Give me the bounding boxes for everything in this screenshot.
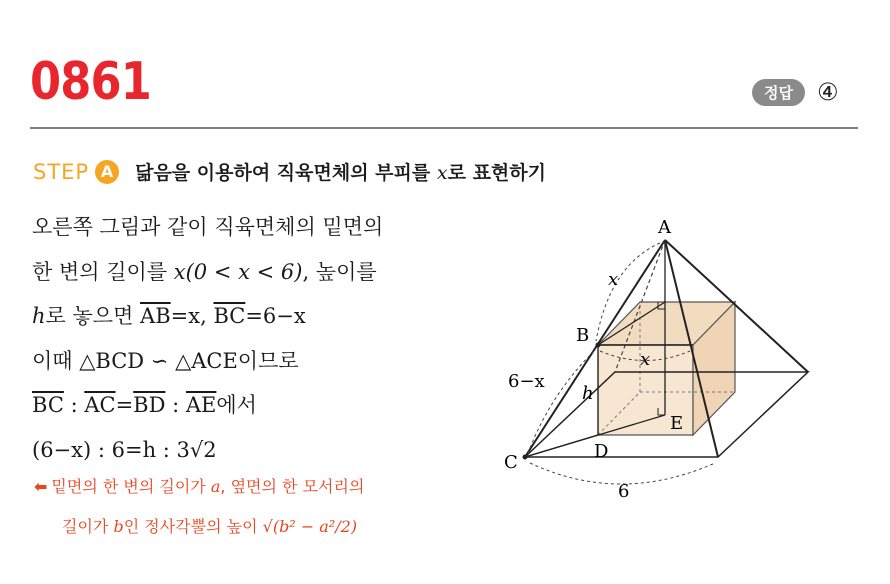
solution-line-5: $\overline{BC}$ : $\overline{AC}=\overline{BD}$ : $\overline{AE}$에서 (32, 393, 257, 417)
step-label: STEP (33, 159, 90, 184)
divider (30, 127, 858, 129)
label-x-cube: x (640, 349, 651, 370)
hint-note-line-2: 길이가 b인 정사각뿔의 높이 √(b² − a²/2) (62, 517, 358, 536)
step-header (33, 158, 546, 185)
problem-number: 0861 (30, 52, 152, 112)
answer-badge: 정답 (752, 79, 805, 106)
pyramid-cuboid-figure (490, 205, 820, 509)
label-h: h (582, 383, 594, 404)
label-D: D (594, 441, 609, 462)
solution-text (32, 205, 383, 472)
solution-line-4: 이때 △BCD ∽ △ACE이므로 (32, 348, 299, 373)
step-title: 닮음을 이용하여 직육면체의 부피를 x로 표현하기 (135, 162, 546, 184)
answer-value: ④ (816, 78, 839, 106)
label-A: A (658, 217, 671, 238)
solution-line-6: (6−x) : 6=h : 3√2 (32, 437, 217, 462)
label-E: E (670, 413, 684, 434)
solution-line-2: 한 변의 길이를 x(0 < x < 6), 높이를 (32, 259, 377, 284)
label-6-minus-x: 6−x (508, 371, 545, 392)
step-letter-badge: A (95, 160, 119, 184)
label-x-ab: x (608, 269, 619, 290)
hint-note-line-1: ⬅ 밑면의 한 변의 길이가 a, 옆면의 한 모서리의 (34, 477, 365, 496)
solution-line-3: h로 놓으면 $\overline{AB}=x$, $\overline{BC}=6-x$ (32, 304, 306, 328)
arrow-left-icon: ⬅ (34, 477, 48, 496)
figure-svg (490, 205, 820, 505)
answer-area (752, 78, 839, 106)
solution-line-1: 오른쪽 그림과 같이 직육면체의 밑면의 (32, 215, 384, 239)
label-C: C (504, 452, 518, 473)
label-B: B (576, 325, 590, 346)
label-6: 6 (618, 481, 630, 502)
